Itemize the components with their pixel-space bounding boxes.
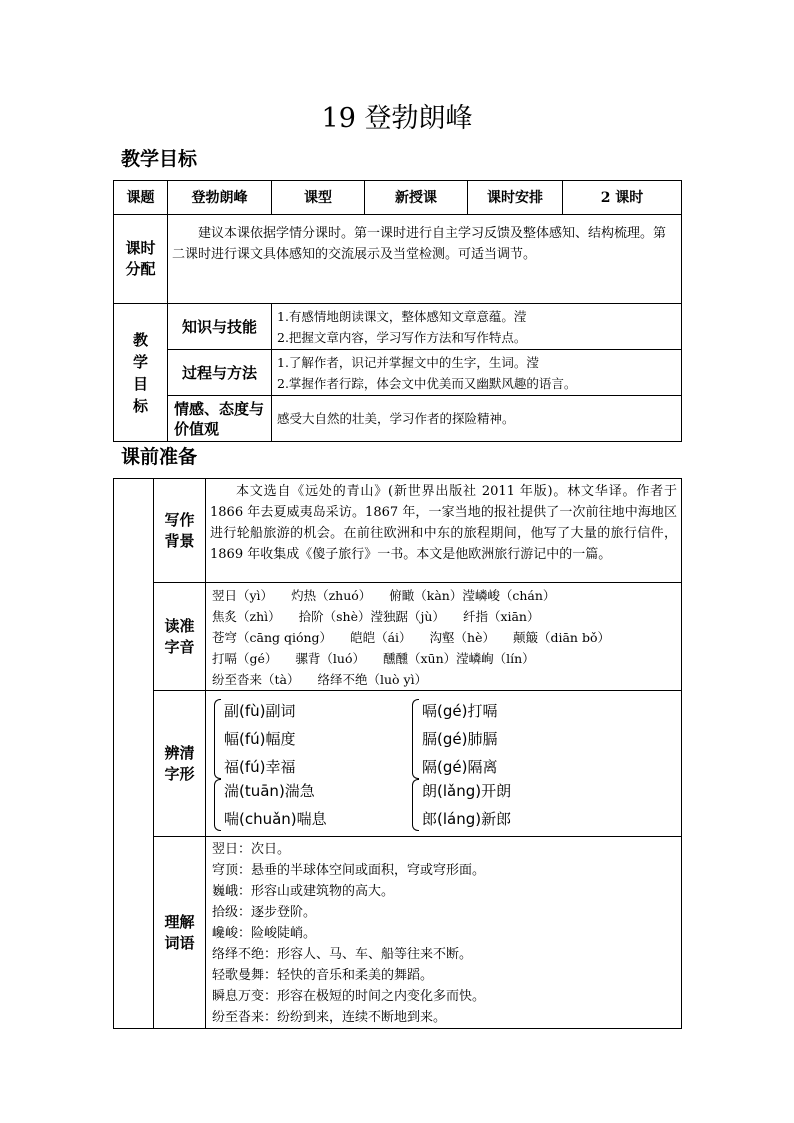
goals-label-cell — [114, 304, 168, 442]
vocabulary-label-cell — [154, 837, 206, 1029]
type-value: 新授课 — [365, 181, 468, 215]
pron-line-2 — [206, 606, 681, 627]
topic-label: 课题 — [114, 181, 168, 215]
vocab-line: 络绎不绝：形容人、马、车、船等往来不断。 — [212, 947, 473, 962]
shape-item: 湍(tuān)湍急 — [224, 782, 315, 800]
background-label: 写作背景 — [164, 510, 195, 550]
goal-content-knowledge — [272, 304, 682, 350]
goal-line: 1.有感情地朗读课文，整体感知文章意蕴。滢 — [277, 308, 527, 324]
goals-label: 教学目标 — [132, 330, 148, 415]
brace-icon — [412, 699, 419, 779]
left-blank-column — [114, 479, 154, 1029]
shape-item: 幅(fú)幅度 — [224, 730, 296, 748]
goal-name-process: 过程与方法 — [168, 350, 272, 396]
pron-item: 苍穹（cāng qióng） — [212, 630, 333, 645]
pron-line-3 — [206, 627, 681, 648]
shape-item: 副(fù)副词 — [224, 702, 296, 720]
pron-line-5 — [206, 669, 681, 690]
vocab-line: 瞬息万变：形容在极短的时间之内变化多而快。 — [212, 989, 486, 1004]
brace-icon — [412, 779, 419, 831]
pron-item: 沟壑（hè） — [429, 630, 495, 645]
pron-item: 打嗝（gé） — [212, 651, 278, 666]
shape-group-2 — [412, 697, 602, 781]
brace-icon — [214, 699, 221, 779]
vocab-line: 穹顶：悬垂的半球体空间或面积，穹或穹形面。 — [212, 863, 486, 878]
pron-item: 灼热（zhuó） — [291, 588, 372, 603]
pronunciation-cell — [206, 583, 682, 691]
vocab-line: 巍峨：形容山或建筑物的高大。 — [212, 884, 395, 899]
shape-item: 膈(gé)肺膈 — [422, 730, 498, 748]
shape-group-1 — [214, 697, 404, 781]
pron-item: 焦炙（zhì） — [212, 609, 281, 624]
goal-content-process — [272, 350, 682, 396]
allocation-text-cell — [168, 215, 682, 304]
shape-item: 郎(láng)新郎 — [422, 810, 512, 828]
schedule-value: 2 课时 — [563, 181, 682, 215]
vocab-line: 轻歌曼舞：轻快的音乐和柔美的舞蹈。 — [212, 968, 434, 983]
goal-line: 2.掌握作者行踪，体会文中优美而又幽默风趣的语言。 — [277, 375, 577, 391]
shape-item: 隔(gé)隔离 — [422, 758, 498, 776]
pronunciation-label-cell — [154, 583, 206, 691]
pron-item: 络绎不绝（luò yì） — [317, 672, 428, 687]
pron-item: 皑皑（ái） — [350, 630, 412, 645]
pronunciation-label: 读准字音 — [164, 616, 195, 656]
pron-item: 俯瞰（kàn）滢嶙峻（chán） — [389, 588, 556, 603]
section-heading-prep: 课前准备 — [121, 446, 198, 468]
goal-name-knowledge: 知识与技能 — [168, 304, 272, 350]
brace-icon — [214, 779, 221, 831]
pron-line-4 — [206, 648, 681, 669]
pron-item: 纤指（xiān） — [462, 609, 540, 624]
background-label-cell — [154, 479, 206, 583]
shape-item: 朗(lǎng)开朗 — [422, 782, 512, 800]
vocab-line: 拾级：逐步登阶。 — [212, 905, 317, 920]
vocab-line: 翌日：次日。 — [212, 842, 291, 857]
shape-group-4 — [412, 777, 602, 833]
vocab-line: 纷至沓来：纷纷到来，连续不断地到来。 — [212, 1010, 447, 1025]
teaching-goals-table — [113, 180, 682, 442]
section-heading-goals: 教学目标 — [121, 148, 198, 170]
shapes-label-cell — [154, 691, 206, 837]
pron-item: 醺醺（xūn）滢嶙峋（lín） — [382, 651, 535, 666]
goal-line: 2.把握文章内容，学习写作方法和写作特点。 — [277, 329, 527, 345]
background-text-cell — [206, 479, 682, 583]
pron-item: 翌日（yì） — [212, 588, 274, 603]
topic-value: 登勃朗峰 — [168, 181, 272, 215]
vocab-line: 巉峻：险峻陡峭。 — [212, 926, 317, 941]
shape-item: 嗝(gé)打嗝 — [422, 702, 498, 720]
allocation-label: 课时分配 — [125, 239, 156, 278]
vocabulary-cell — [206, 837, 682, 1029]
preparation-table — [113, 478, 682, 1029]
shape-group-3 — [214, 777, 404, 833]
pron-line-1 — [206, 585, 681, 606]
shapes-cell — [206, 691, 682, 837]
schedule-label: 课时安排 — [468, 181, 563, 215]
shapes-label: 辨清字形 — [164, 743, 195, 783]
allocation-label-cell — [114, 215, 168, 304]
page-title: 19 登勃朗峰 — [321, 103, 473, 134]
pron-item: 纷至沓来（tà） — [212, 672, 300, 687]
goal-content-attitude — [272, 396, 682, 442]
pron-item: 拾阶（shè）滢独踞（jù） — [298, 609, 445, 624]
background-text: 本文选自《远处的青山》(新世界出版社 2011 年版)。林文华译。作者于 1866 年去夏威夷岛采访。1867 年，一家当地的报社提供了一次前往地中海地区进行轮船旅游的机会。在前往欧洲和中东的旅程期间，他写了大量的旅行信件，1869 年收集成《傻子旅行》一书。本文是他欧洲旅行游记中的一篇。 — [210, 484, 677, 562]
allocation-text: 建议本课依据学情分课时。第一课时进行自主学习反馈及整体感知、结构梳理。第二课时进行课文具体感知的交流展示及当堂检测。可适当调节。 — [172, 226, 667, 262]
goal-line: 感受大自然的壮美，学习作者的探险精神。 — [277, 411, 515, 426]
shape-item: 喘(chuǎn)喘息 — [224, 810, 327, 828]
pron-item: 颠簸（diān bǒ） — [512, 630, 610, 645]
goal-name-attitude: 情感、态度与价值观 — [168, 396, 272, 442]
goal-line: 1.了解作者，识记并掌握文中的生字，生词。滢 — [277, 354, 539, 370]
shape-item: 福(fú)幸福 — [224, 758, 296, 776]
vocabulary-label: 理解词语 — [164, 912, 195, 952]
type-label: 课型 — [272, 181, 365, 215]
pron-item: 骡背（luó） — [295, 651, 365, 666]
